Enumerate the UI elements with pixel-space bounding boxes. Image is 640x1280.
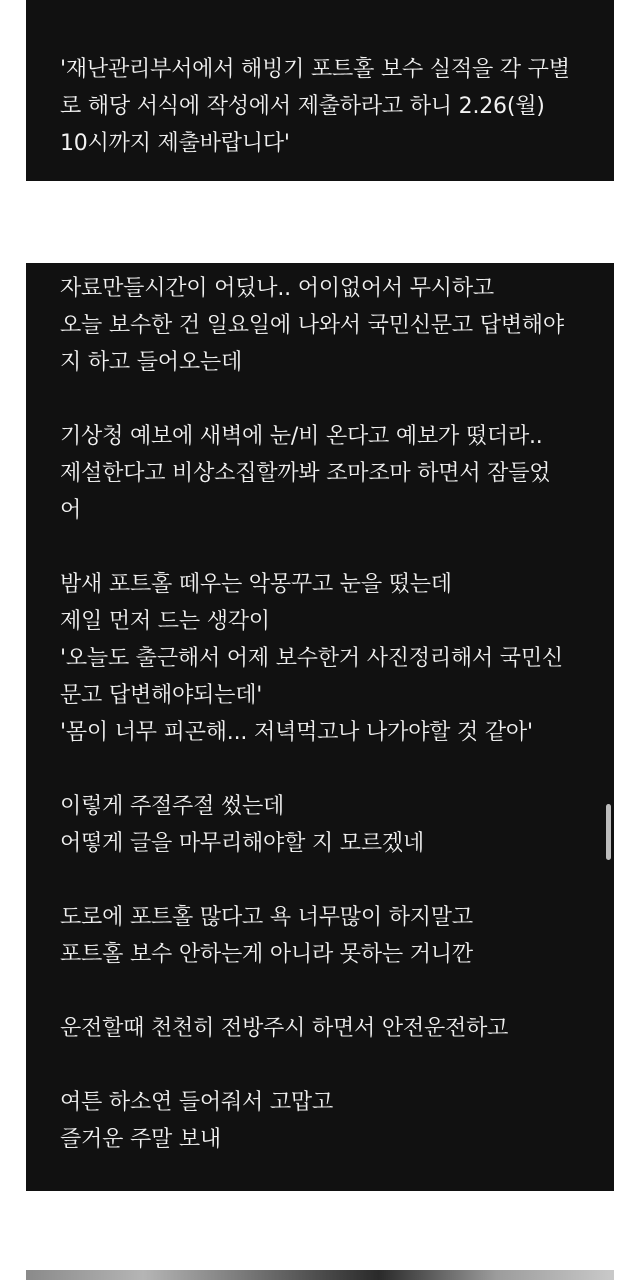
card2-line: 여튼 하소연 들어줘서 고맙고 bbox=[60, 1090, 334, 1115]
card2-line: 도로에 포트홀 많다고 욕 너무많이 하지말고 bbox=[60, 905, 473, 930]
card2-line: '몸이 너무 피곤해... 저녁먹고나 나가야할 것 같아' bbox=[60, 720, 533, 745]
card1-line: '재난관리부서에서 해빙기 포트홀 보수 실적을 각 구별 bbox=[60, 57, 570, 82]
card1-line: 10시까지 제출바랍니다' bbox=[60, 131, 290, 156]
card2-line: 지 하고 들어오는데 bbox=[60, 350, 243, 375]
card2-blank-line bbox=[60, 751, 594, 788]
card2-line: 어 bbox=[60, 498, 82, 523]
card2-line: 제설한다고 비상소집할까봐 조마조마 하면서 잠들었 bbox=[60, 461, 551, 486]
card2-blank-line bbox=[60, 1047, 594, 1084]
card2-line: 기상청 예보에 새벽에 눈/비 온다고 예보가 떴더라.. bbox=[60, 424, 543, 449]
card-top-cut bbox=[60, 0, 594, 51]
card2-line: 포트홀 보수 안하는게 아니라 못하는 거니깐 bbox=[60, 942, 473, 967]
card2-line: 즐거운 주말 보내 bbox=[60, 1127, 221, 1152]
photo-strip bbox=[26, 1270, 614, 1280]
scrollbar-thumb[interactable] bbox=[606, 804, 611, 860]
card1-line: 로 해당 서식에 작성에서 제출하라고 하니 2.26(월) bbox=[60, 94, 545, 119]
card2-blank-line bbox=[60, 973, 594, 1010]
card2-line: '오늘도 출근해서 어제 보수한거 사진정리해서 국민신 bbox=[60, 646, 563, 671]
card2-line: 제일 먼저 드는 생각이 bbox=[60, 609, 270, 634]
card2-line: 어떻게 글을 마무리해야할 지 모르겠네 bbox=[60, 831, 425, 856]
card2-blank-line bbox=[60, 381, 594, 418]
text-screenshot-card-1 bbox=[26, 0, 614, 181]
card2-line: 이렇게 주절주절 썼는데 bbox=[60, 794, 285, 819]
text-screenshot-card-2 bbox=[26, 263, 614, 1191]
card2-blank-line bbox=[60, 529, 594, 566]
card2-line: 자료만들시간이 어딨나.. 어이없어서 무시하고 bbox=[60, 276, 494, 301]
card2-blank-line bbox=[60, 862, 594, 899]
card2-line: 오늘 보수한 건 일요일에 나와서 국민신문고 답변해야 bbox=[60, 313, 564, 338]
card2-line: 운전할때 천천히 전방주시 하면서 안전운전하고 bbox=[60, 1016, 509, 1041]
card-top-padding bbox=[60, 263, 594, 270]
card2-line: 밤새 포트홀 떼우는 악몽꾸고 눈을 떴는데 bbox=[60, 572, 452, 597]
card2-line: 문고 답변해야되는데' bbox=[60, 683, 263, 708]
